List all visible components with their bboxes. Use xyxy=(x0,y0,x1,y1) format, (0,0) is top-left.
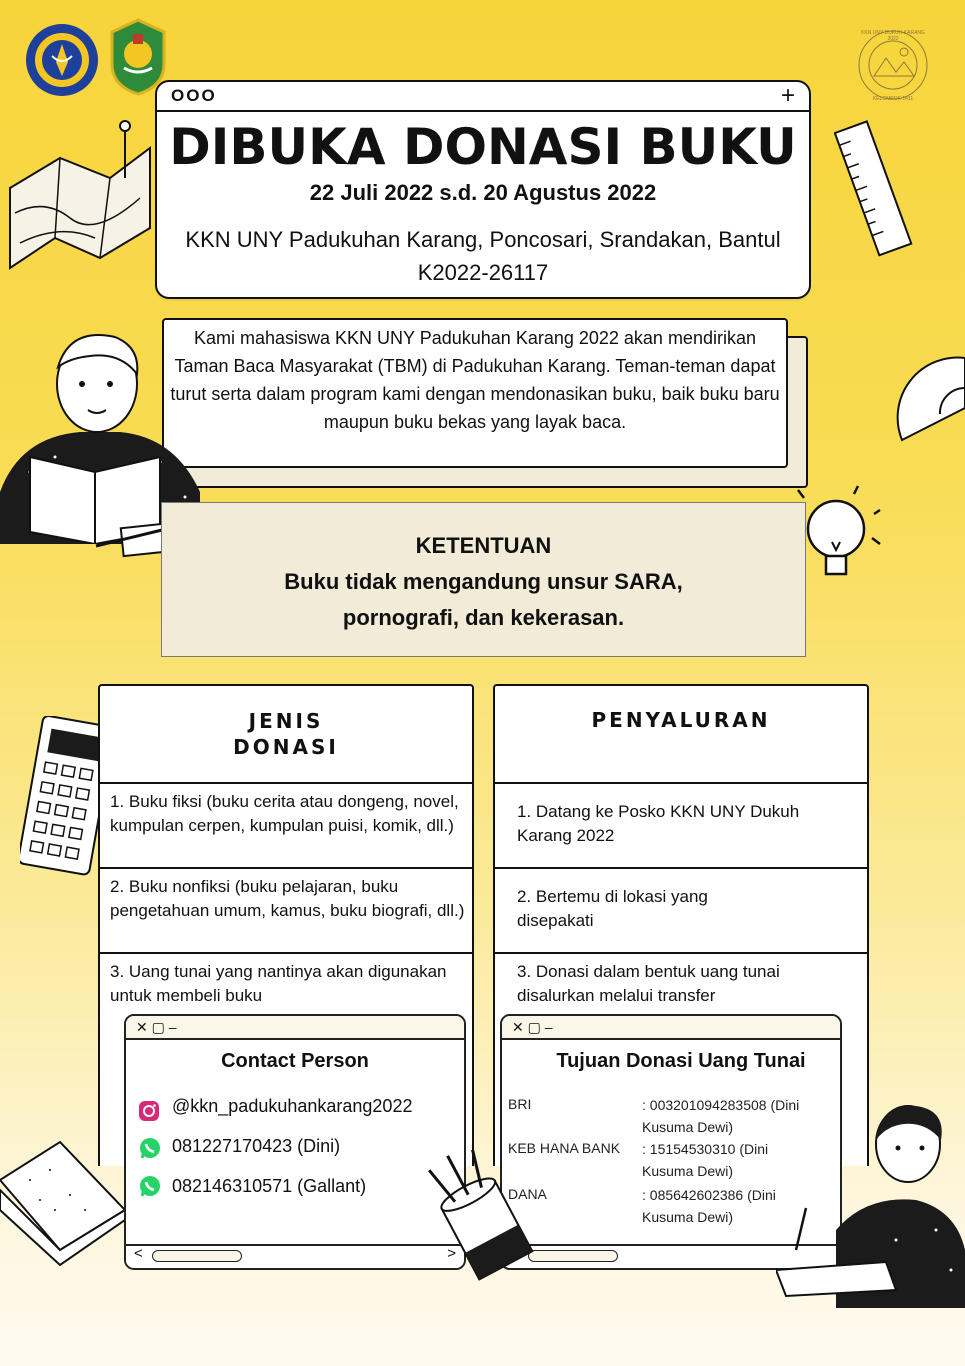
instagram-handle[interactable]: @kkn_padukuhankarang2022 xyxy=(172,1096,413,1116)
tujuan-title: Tujuan Donasi Uang Tunai xyxy=(556,1050,806,1072)
kkn-group-logo-bottom-text: KELOMPOK 1411 xyxy=(872,96,914,102)
person-writing-illustration xyxy=(776,1100,965,1308)
map-illustration xyxy=(0,118,160,278)
event-dates: 22 Juli 2022 s.d. 20 Agustus 2022 xyxy=(309,180,657,205)
event-code: K2022-26117 xyxy=(417,260,549,285)
penyaluran-item-2: 2. Bertemu di lokasi yang disepakati xyxy=(517,887,708,930)
instagram-icon xyxy=(138,1100,160,1122)
page-title: DIBUKA DONASI BUKU xyxy=(169,118,797,176)
calculator-illustration xyxy=(20,716,110,876)
contact-title: Contact Person xyxy=(221,1050,369,1072)
kkn-group-logo-top-text: KKN UNY DUKUH KARANG 2022 xyxy=(861,30,925,42)
event-location: KKN UNY Padukuhan Karang, Poncosari, Srandakan, Bantul xyxy=(185,227,781,252)
ketentuan-line-2: pornografi, dan kekerasan. xyxy=(342,605,625,630)
whatsapp-icon xyxy=(138,1174,162,1198)
bank-account-dana: : 085642602386 (Dini Kusuma Dewi) xyxy=(642,1187,776,1225)
penyaluran-item-3: 3. Donasi dalam bentuk uang tunai disalurkan melalui transfer xyxy=(517,962,780,1005)
jenis-title-line-2: DONASI xyxy=(233,735,339,759)
whatsapp-number-1[interactable]: 081227170423 (Dini) xyxy=(172,1136,341,1156)
bank-account-bri: : 003201094283508 (Dini Kusuma Dewi) xyxy=(642,1097,800,1135)
jenis-item-3: 3. Uang tunai yang nantinya akan digunakan untuk membeli buku xyxy=(110,962,447,1005)
ketentuan-line-1: Buku tidak mengandung unsur SARA, xyxy=(284,569,683,594)
window-controls: OOO xyxy=(171,86,217,105)
bank-name-keb-hana: KEB HANA BANK xyxy=(508,1140,621,1156)
bank-name-dana: DANA xyxy=(508,1186,547,1202)
scrollbar-thumb[interactable] xyxy=(152,1250,242,1262)
penyaluran-title: PENYALURAN xyxy=(591,708,771,732)
scroll-right-icon[interactable]: > xyxy=(447,1245,456,1262)
protractor-illustration xyxy=(888,348,965,448)
contact-window-controls: ✕ ▢ – xyxy=(126,1016,464,1040)
table-row xyxy=(495,782,867,868)
jenis-item-2: 2. Buku nonfiksi (buku pelajaran, buku pengetahuan umum, kamus, buku biografi, dll.) xyxy=(110,877,465,920)
jenis-title-line-1: JENIS xyxy=(248,709,324,733)
header-window xyxy=(155,80,811,299)
ketentuan-panel xyxy=(161,502,806,657)
bank-account-keb-hana: : 15154530310 (Dini Kusuma Dewi) xyxy=(642,1141,769,1179)
tujuan-window-controls: ✕ ▢ – xyxy=(502,1016,840,1040)
whatsapp-icon xyxy=(138,1136,162,1160)
jenis-item-1: 1. Buku fiksi (buku cerita atau dongeng, novel, kumpulan cerpen, kumpulan puisi, komik, dll.) xyxy=(110,792,459,835)
bank-name-bri: BRI xyxy=(508,1096,532,1112)
intro-panel xyxy=(162,318,788,468)
uny-logo xyxy=(24,22,100,98)
pencil-cup-illustration xyxy=(412,1150,562,1286)
intro-text: Kami mahasiswa KKN UNY Padukuhan Karang 2022 akan mendirikan Taman Baca Masyarakat (TBM) di Padukuhan Karang. Teman-teman dapat turut serta dalam program kami dengan mendonasikan buku, baik buku baru maupun buku bekas yang layak baca. xyxy=(170,328,780,432)
ruler-illustration xyxy=(834,118,914,258)
whatsapp-number-2[interactable]: 082146310571 (Gallant) xyxy=(172,1176,367,1196)
table-row xyxy=(100,782,472,868)
ketentuan-title: KETENTUAN xyxy=(415,533,552,558)
penyaluran-item-1: 1. Datang ke Posko KKN UNY Dukuh Karang 2022 xyxy=(517,802,800,845)
table-row xyxy=(100,867,472,953)
scroll-left-icon[interactable]: < xyxy=(134,1245,143,1262)
plus-icon: + xyxy=(780,82,795,109)
table-row xyxy=(495,867,867,953)
